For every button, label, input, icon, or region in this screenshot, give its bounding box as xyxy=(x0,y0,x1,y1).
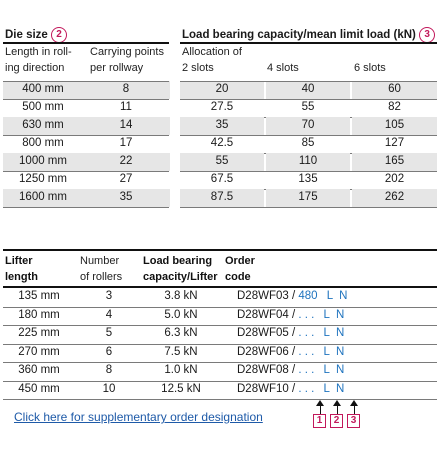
col-alloc-header xyxy=(182,44,242,76)
row-divider xyxy=(3,325,437,326)
die-size-title xyxy=(5,27,67,43)
table-cell: 11 xyxy=(120,101,132,113)
marker-1-icon: 1 xyxy=(313,414,326,428)
arrow-up-icon xyxy=(333,400,341,406)
table-cell: 110 xyxy=(298,155,318,167)
table-cell: 8 xyxy=(105,364,113,376)
marker-3-icon: 3 xyxy=(419,27,435,43)
table-cell: 1250 mm xyxy=(19,173,67,185)
table-cell: 8 xyxy=(122,83,130,95)
header-line: of rollers xyxy=(80,271,123,283)
row-divider xyxy=(3,399,437,400)
header-line: Load bearing xyxy=(143,255,213,267)
order-code-part: D28WF10 / xyxy=(237,382,296,395)
table-cell: 127 xyxy=(384,137,405,149)
table-cell: 20 xyxy=(215,83,229,95)
order-code-part: . . . xyxy=(295,308,318,321)
order-code-part: D28WF06 / xyxy=(237,345,296,358)
row-divider xyxy=(3,307,437,308)
order-code-part: N xyxy=(335,345,345,358)
order-code-part: 480 xyxy=(295,290,321,302)
table-cell: 225 mm xyxy=(18,327,60,339)
table-cell: 175 xyxy=(298,191,318,203)
header-line: Carrying points xyxy=(90,46,164,58)
table-cell: 10 xyxy=(102,382,116,395)
row-divider xyxy=(180,207,437,208)
table-cell: 1600 mm xyxy=(19,191,67,203)
table-cell: 270 mm xyxy=(18,345,60,358)
table-cell: 135 xyxy=(298,173,318,185)
table-cell: 35 xyxy=(215,119,229,131)
table-cell: 42.5 xyxy=(210,137,234,149)
row-divider xyxy=(3,207,169,208)
table-cell: 400 mm xyxy=(22,83,64,95)
table-cell: 35 xyxy=(119,191,133,203)
col-load-header xyxy=(143,253,218,285)
table-cell: 14 xyxy=(119,119,133,131)
table-cell: 5.0 kN xyxy=(164,308,198,321)
order-code-part: N xyxy=(335,308,345,321)
table-cell: 1000 mm xyxy=(19,155,67,167)
table-cell: 6 xyxy=(105,345,113,358)
header-line: Allocation of xyxy=(182,46,242,58)
order-code-part: . . . xyxy=(295,382,318,395)
order-code xyxy=(237,327,344,339)
order-code xyxy=(237,309,344,321)
load-label: Load bearing capacity/mean limit load (kN) xyxy=(182,29,416,42)
table-cell: 262 xyxy=(384,191,405,203)
order-code-part: L xyxy=(323,382,330,395)
order-code-part: L xyxy=(323,364,330,376)
header-line: ing direction xyxy=(5,62,65,74)
order-code xyxy=(237,364,344,376)
arrow-up-icon xyxy=(350,400,358,406)
order-code-part: . . . xyxy=(295,364,318,376)
order-code-part: D28WF04 / xyxy=(237,308,296,321)
table-cell: 85 xyxy=(301,137,315,149)
order-code-part: . . . xyxy=(295,327,318,339)
table-cell: 55 xyxy=(301,101,315,113)
table-cell: 180 mm xyxy=(18,308,60,321)
header-line: Number xyxy=(80,255,120,267)
order-code xyxy=(237,383,344,395)
table-cell: 135 mm xyxy=(18,290,60,302)
table-cell: 22 xyxy=(119,155,133,167)
header-line: code xyxy=(225,271,251,283)
die-size-label: Die size xyxy=(5,29,48,42)
order-code-part: . . . xyxy=(295,345,318,358)
order-code-part: D28WF05 / xyxy=(237,327,296,339)
table-cell: 12.5 kN xyxy=(161,382,201,395)
col-lifter-header xyxy=(5,253,38,285)
row-divider xyxy=(180,81,437,82)
row-divider xyxy=(3,344,437,345)
table-cell: 17 xyxy=(119,137,133,149)
order-code-part: D28WF08 / xyxy=(237,364,296,376)
table-cell: 1.0 kN xyxy=(164,364,198,376)
load-title xyxy=(182,27,435,43)
row-divider xyxy=(180,135,437,136)
row-divider xyxy=(3,135,169,136)
table-cell: 5 xyxy=(105,327,113,339)
table-cell: 3 xyxy=(105,290,113,302)
col-length-header xyxy=(5,44,72,76)
col-4-header: 4 slots xyxy=(267,62,299,74)
table-cell: 27 xyxy=(119,173,133,185)
table-cell: 800 mm xyxy=(22,137,64,149)
marker-2-icon: 2 xyxy=(330,414,343,428)
table-cell: 630 mm xyxy=(22,119,64,131)
arrow-up-icon xyxy=(316,400,324,406)
table-cell: 82 xyxy=(388,101,401,113)
header-line: length xyxy=(5,271,38,283)
divider xyxy=(3,249,437,251)
header-line: Length in roll- xyxy=(5,46,72,58)
col-rollers-header xyxy=(80,253,122,285)
table-cell: 7.5 kN xyxy=(164,345,198,358)
row-divider xyxy=(3,381,437,382)
table-cell: 6.3 kN xyxy=(164,327,198,339)
table-cell: 165 xyxy=(384,155,405,167)
order-code-part: N xyxy=(335,364,345,376)
row-divider xyxy=(3,81,169,82)
divider xyxy=(3,286,437,288)
row-divider xyxy=(180,171,437,172)
order-code-part: L xyxy=(323,327,330,339)
arrow-up-icon xyxy=(320,406,321,414)
order-code-part: D28WF03 / xyxy=(237,290,296,302)
table-cell: 55 xyxy=(215,155,229,167)
order-code-part: N xyxy=(335,382,345,395)
header-line: capacity/Lifter xyxy=(143,271,218,283)
row-divider xyxy=(180,99,437,100)
arrow-up-icon xyxy=(337,406,338,414)
order-code xyxy=(237,290,347,302)
marker-2-icon: 2 xyxy=(51,27,67,43)
table-cell: 3.8 kN xyxy=(164,290,198,302)
table-cell: 70 xyxy=(301,119,315,131)
col-6-header: 6 slots xyxy=(354,62,386,74)
table-cell: 105 xyxy=(384,119,405,131)
order-code-part: N xyxy=(339,290,348,302)
table-cell: 40 xyxy=(301,83,315,95)
col-order-header xyxy=(225,253,255,285)
row-divider xyxy=(3,362,437,363)
table-cell: 360 mm xyxy=(18,364,60,376)
row-divider xyxy=(3,99,169,100)
arrow-up-icon xyxy=(354,406,355,414)
order-code-part: L xyxy=(323,345,330,358)
order-code xyxy=(237,346,344,358)
table-cell: 67.5 xyxy=(210,173,234,185)
header-line: Order xyxy=(225,255,255,267)
table-cell: 202 xyxy=(384,173,405,185)
table-cell: 60 xyxy=(388,83,401,95)
table-cell: 4 xyxy=(105,308,113,321)
order-code-part: N xyxy=(335,327,345,339)
header-line: per rollway xyxy=(90,62,144,74)
table-cell: 87.5 xyxy=(210,191,234,203)
col-carry-header xyxy=(90,44,164,76)
header-line: 2 slots xyxy=(182,62,214,74)
row-divider xyxy=(3,171,169,172)
supplementary-order-link[interactable]: Click here for supplementary order designation xyxy=(14,410,263,424)
table-cell: 500 mm xyxy=(22,101,64,113)
table-cell: 450 mm xyxy=(18,382,60,395)
order-code-part: L xyxy=(323,308,330,321)
order-code-part: L xyxy=(326,290,334,302)
table-cell: 27.5 xyxy=(210,101,234,113)
header-line: Lifter xyxy=(5,255,33,267)
marker-3-icon: 3 xyxy=(347,414,360,428)
